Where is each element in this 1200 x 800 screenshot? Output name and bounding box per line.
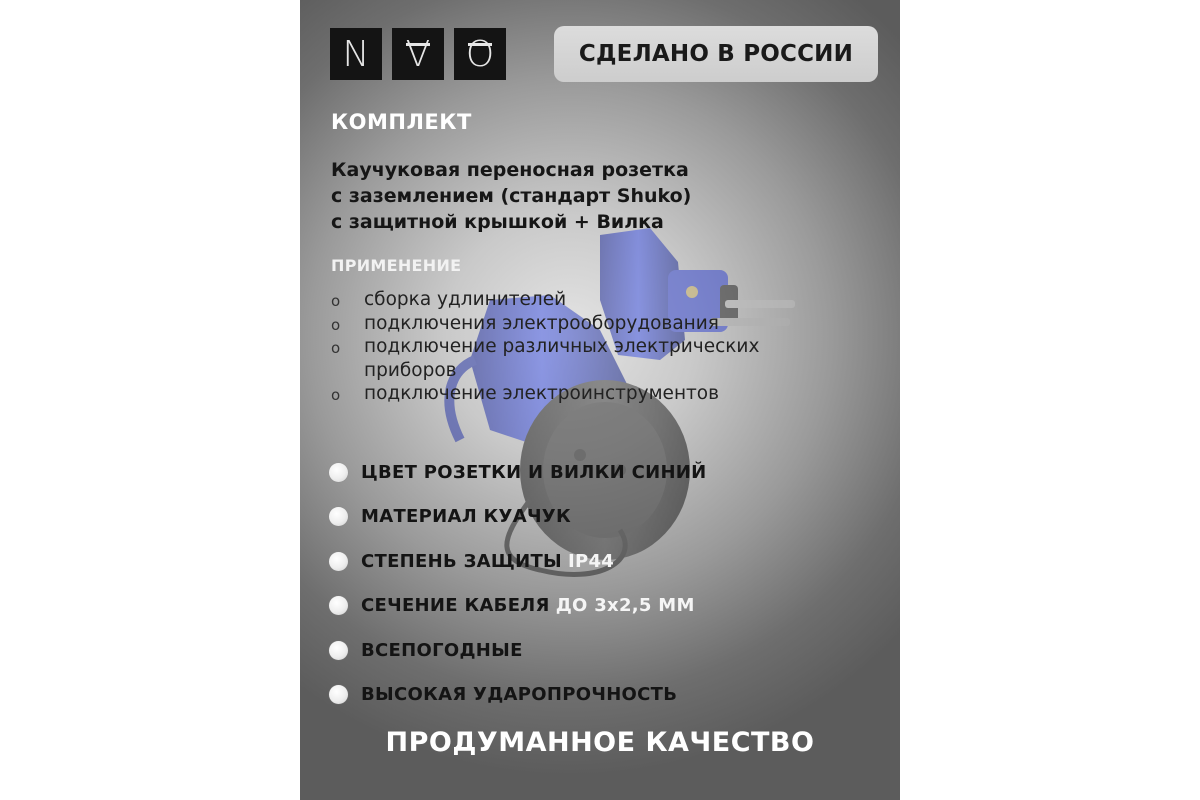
quality-slogan: ПРОДУМАННОЕ КАЧЕСТВО: [385, 727, 815, 758]
circle-bullet-icon: [329, 641, 348, 660]
feature-item: [329, 628, 707, 673]
bullet-icon: o: [331, 315, 341, 334]
usage-item-text: подключение электроинструментов: [364, 383, 720, 404]
feature-item: [329, 584, 707, 629]
feature-label: МАТЕРИАЛ КУАЧУК: [361, 506, 571, 528]
feature-label: ВСЕПОГОДНЫЕ: [361, 639, 523, 661]
usage-item-continuation: [331, 359, 871, 383]
feature-label: СЕЧЕНИЕ КАБЕЛЯ: [361, 595, 550, 617]
feature-label: ЦВЕТ РОЗЕТКИ И ВИЛКИ СИНИЙ: [361, 461, 707, 483]
usage-heading: ПРИМЕНЕНИЕ: [331, 256, 462, 275]
usage-item: [331, 382, 871, 406]
usage-item-text: сборка удлинителей: [364, 289, 567, 310]
feature-value: IP44: [567, 550, 615, 572]
bullet-icon: o: [331, 386, 341, 404]
brand-logo: [330, 28, 506, 80]
usage-item: [331, 288, 871, 312]
feature-item: [329, 450, 707, 495]
feature-item: [329, 539, 707, 584]
circle-bullet-icon: [329, 507, 348, 526]
circle-bullet-icon: [329, 552, 348, 571]
logo-letter-v: V: [392, 28, 444, 80]
bullet-icon: o: [331, 292, 341, 310]
kit-heading: КОМПЛЕКТ: [331, 110, 472, 134]
kit-description-line: с защитной крышкой + Вилка: [331, 211, 664, 233]
badge-text: СДЕЛАНО В РОССИИ: [578, 41, 854, 67]
feature-item: [329, 495, 707, 540]
feature-value: ДО 3x2,5 ММ: [555, 595, 695, 617]
usage-item-text: подключения электрооборудования: [364, 312, 719, 334]
features-list: [329, 450, 707, 717]
kit-description: [331, 157, 871, 235]
product-poster: [300, 0, 900, 800]
feature-item: [329, 673, 707, 718]
usage-item: [331, 335, 871, 359]
usage-list: [331, 288, 871, 406]
usage-item-text: приборов: [364, 359, 457, 381]
circle-bullet-icon: [329, 463, 348, 482]
feature-label: СТЕПЕНЬ ЗАЩИТЫ: [361, 550, 562, 572]
circle-bullet-icon: [329, 685, 348, 704]
made-in-russia-badge: [554, 26, 878, 82]
kit-description-line: Каучуковая переносная розетка: [331, 159, 689, 181]
logo-letter-o: O: [454, 28, 506, 80]
usage-item: [331, 312, 871, 336]
circle-bullet-icon: [329, 596, 348, 615]
logo-letter-n: N: [330, 28, 382, 80]
bullet-icon: o: [331, 339, 341, 357]
usage-item-text: подключение различных электрических: [364, 336, 760, 357]
feature-label: ВЫСОКАЯ УДАРОПРОЧНОСТЬ: [361, 684, 678, 706]
kit-description-line: с заземлением (стандарт Shuko): [331, 185, 692, 207]
